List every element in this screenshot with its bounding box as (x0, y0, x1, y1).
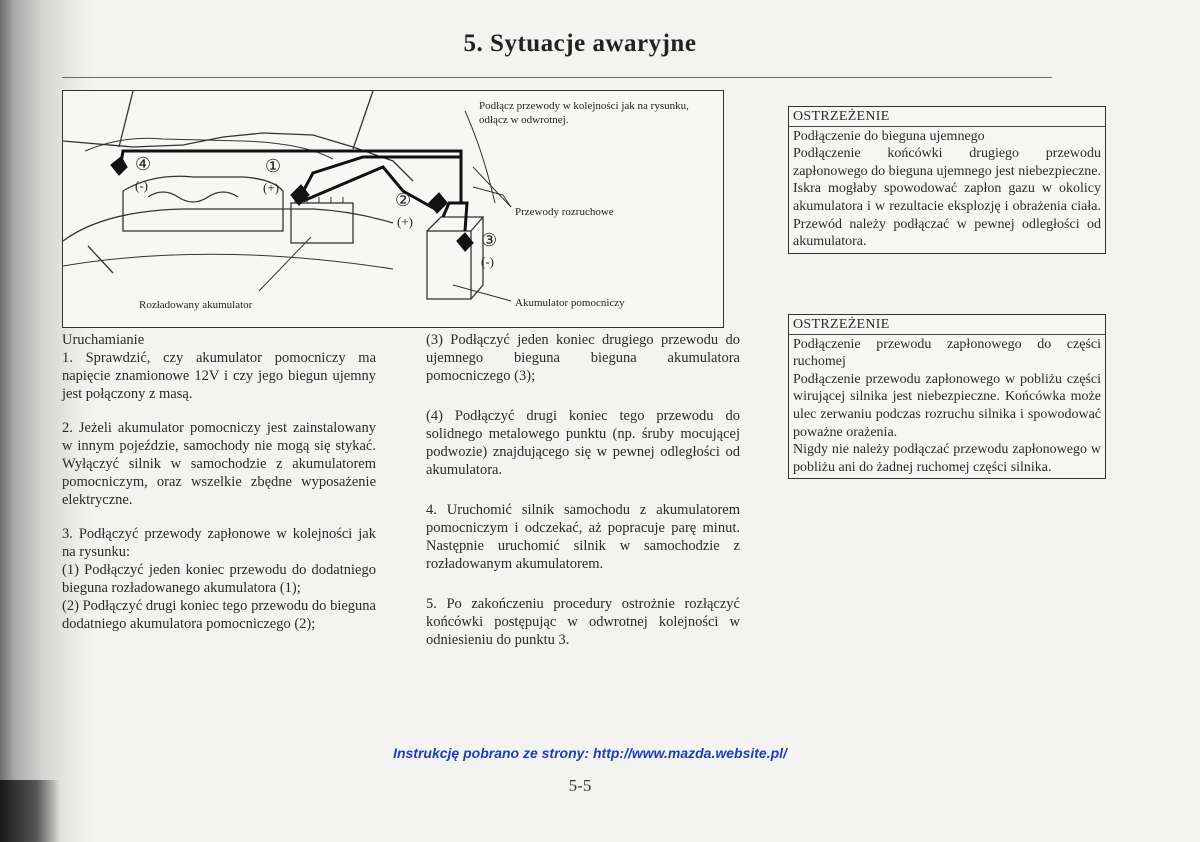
helper-battery-3d (427, 217, 483, 299)
engine-bay-edge (63, 209, 393, 241)
instructions-column-2 (426, 331, 740, 649)
section-heading: Uruchamianie (62, 332, 145, 348)
step-4: 4. Uruchomić silnik samochodu z akumulatorem pomocniczym i odczekać, aż popracuje parę minut. Następnie uruchomić silnik w samochodzie z rozładowanym akumulatorem. (426, 502, 740, 572)
figure-instruction: Podłącz przewody w kolejności jak na rysunku, odłącz w odwrotnej. (479, 100, 689, 126)
sign-plus-2: (+) (397, 214, 413, 229)
step-1: 1. Sprawdzić, czy akumulator pomocniczy ma napięcie znamionowe 12V i czy jego biegun ujemny jest połączony z masą. (62, 350, 376, 402)
marker-2: ② (395, 190, 412, 210)
header-divider (62, 77, 1052, 78)
page-corner-shadow (0, 780, 60, 842)
warning-text: Podłączenie końcówki drugiego przewodu zapłonowego do bieguna ujemnego jest niebezpieczne. Iskra mogłaby spowodować zapłon gazu w okolicy akumulatora i w rezultacie eksplozję i obrażenia ciała. Przewód należy podłączać w pewnej odległości od akumulatora. (793, 146, 1101, 250)
sign-minus-3: (-) (481, 254, 494, 269)
pointer-dead-battery (259, 237, 311, 291)
marker-4: ④ (135, 154, 152, 174)
page-title: 5. Sytuacje awaryjne (463, 30, 697, 57)
hood-strut-right (353, 91, 373, 149)
step-5: 5. Po zakończeniu procedury ostrożnie rozłączyć końcówki postępując w odwrotnej kolejności w odniesieniu do punktu 3. (426, 596, 740, 648)
warning-subtitle: Podłączenie przewodu zapłonowego do części ruchomej (793, 336, 1101, 370)
warning-text-2: Nigdy nie należy podłączać przewodu zapłonowego w pobliżu ani do żadnej ruchomej części silnika. (793, 442, 1101, 475)
engine-pipe (148, 192, 238, 202)
marker-1: ① (265, 156, 282, 176)
sign-plus-1: (+) (263, 180, 279, 195)
label-helper-battery: Akumulator pomocniczy (515, 297, 625, 309)
clamp-2 (429, 193, 447, 213)
step-3-4: (4) Podłączyć drugi koniec tego przewodu do solidnego metalowego punktu (np. śruby mocującej podwozie) znajdującego się w pewnej odległości od akumulatora. (426, 408, 740, 478)
warning-title: OSTRZEŻENIE (789, 107, 1105, 127)
warning-text: Podłączenie przewodu zapłonowego w pobliżu części wirującej silnika jest niebezpieczne. Końcówka może ulec zerwaniu podczas rozruchu silnika i spowodować poważne orażenia. (793, 371, 1101, 440)
step-3-1: (1) Podłączyć jeden koniec przewodu do dodatniego bieguna rozładowanego akumulatora (1); (62, 562, 376, 596)
warning-subtitle: Podłączenie do bieguna ujemnego (793, 128, 985, 144)
step-3-3: (3) Podłączyć jeden koniec drugiego przewodu do ujemnego bieguna bieguna akumulatora pomocniczego (3); (426, 332, 740, 384)
sign-minus-4: (-) (135, 178, 148, 193)
label-jump-cables: Przewody rozruchowe (515, 206, 614, 218)
jump-start-illustration (62, 90, 724, 328)
warning-box-negative-terminal (788, 106, 1106, 254)
marker-3: ③ (481, 230, 498, 250)
label-dead-battery: Rozładowany akumulator (139, 299, 253, 311)
download-source-link[interactable]: Instrukcję pobrano ze strony: http://www.mazda.website.pl/ (393, 745, 787, 761)
step-3-2: (2) Podłączyć drugi koniec tego przewodu do bieguna dodatniego akumulatora pomocniczego (2); (62, 598, 376, 632)
warning-title: OSTRZEŻENIE (789, 315, 1105, 335)
step-2: 2. Jeżeli akumulator pomocniczy jest zainstalowany w innym pojeździe, samochody nie mogą się stykać. Wyłączyć silnik w samochodzie z akumulatorem pomocniczym, oraz wszelkie zbędne wyposażenie elektryczne. (62, 420, 376, 508)
bumper-line (63, 254, 393, 269)
warning-box-moving-parts (788, 314, 1106, 479)
step-3: 3. Podłączyć przewody zapłonowe w kolejności jak na rysunku: (62, 526, 376, 560)
page-number: 5-5 (568, 776, 592, 795)
clamp-4 (111, 157, 127, 175)
instructions-column-1 (62, 331, 376, 633)
pointer-cables-2 (473, 167, 511, 207)
